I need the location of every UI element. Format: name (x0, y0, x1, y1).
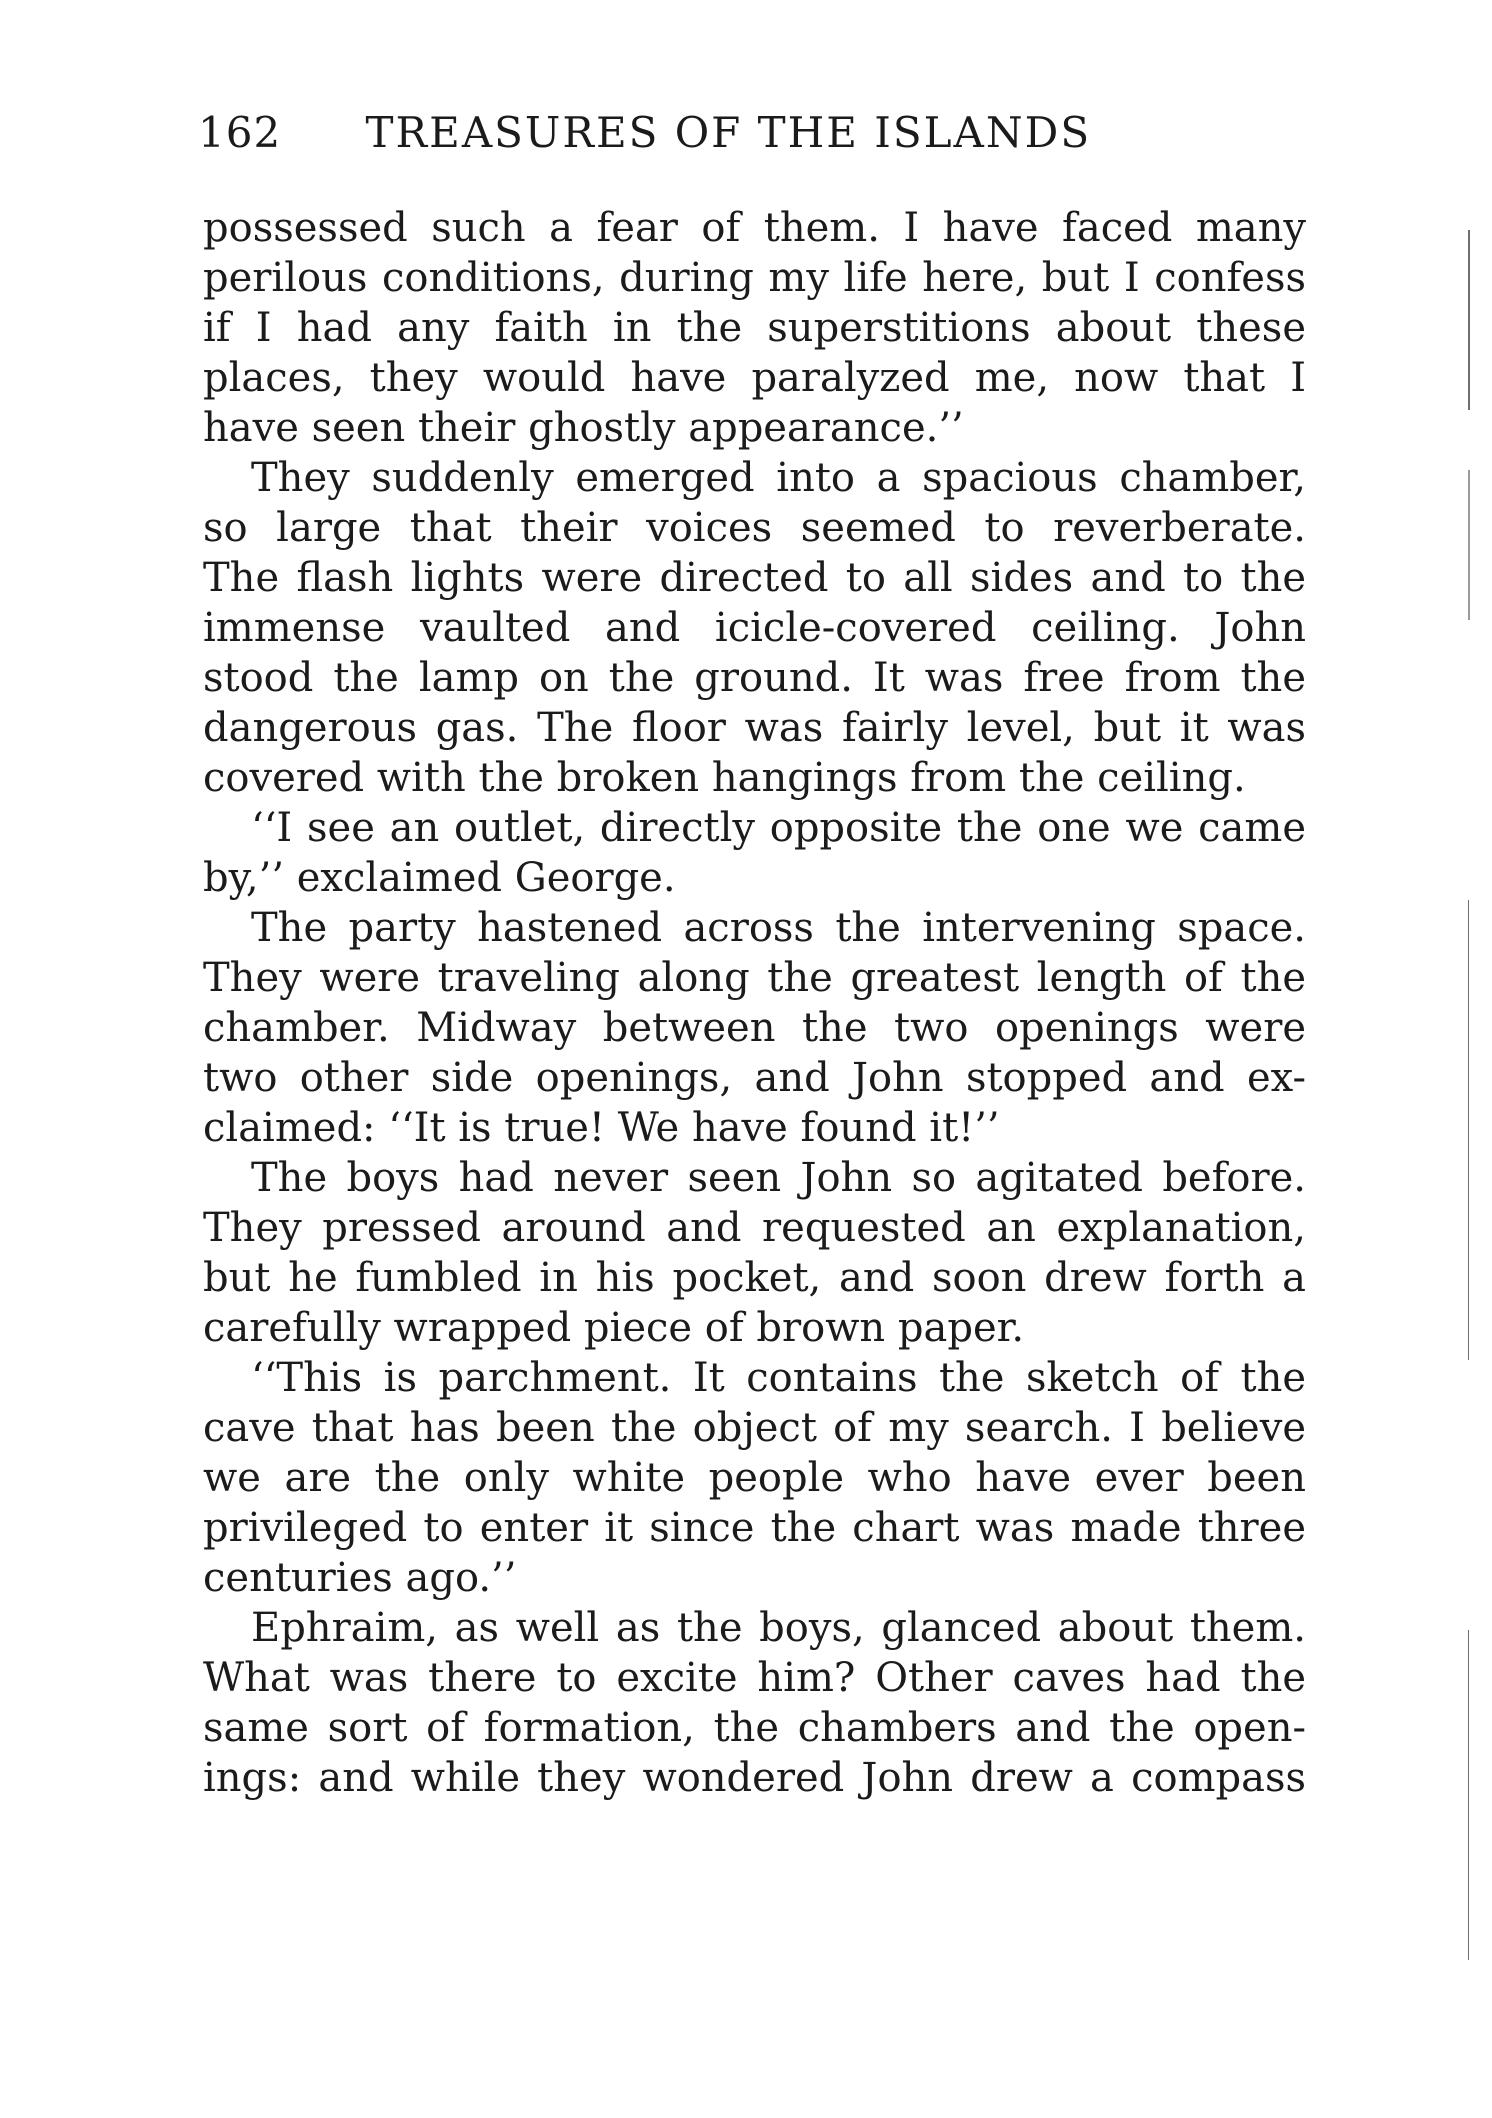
text-line: They were traveling along the greatest length of the (203, 955, 1306, 1001)
text-line: They pressed around and requested an explanation, (203, 1205, 1306, 1251)
text-line: covered with the broken hangings from the ceiling. (203, 755, 1246, 801)
text-line: What was there to excite him? Other caves had the (203, 1655, 1306, 1701)
margin-rule (1468, 230, 1470, 410)
margin-rule (1468, 1630, 1469, 1960)
text-line: so large that their voices seemed to reverberate. (203, 505, 1306, 551)
body-text (203, 203, 1306, 1803)
text-line: but he fumbled in his pocket, and soon drew forth a (203, 1255, 1306, 1301)
text-line: places, they would have paralyzed me, now that I (203, 355, 1306, 401)
text-line: privileged to enter it since the chart was made three (203, 1505, 1306, 1551)
text-line: ings: and while they wondered John drew a compass (203, 1755, 1306, 1801)
text-line: have seen their ghostly appearance.’’ (203, 405, 964, 451)
margin-rule (1468, 470, 1470, 620)
text-line: Ephraim, as well as the boys, glanced about them. (251, 1605, 1306, 1651)
text-line: ‘‘I see an outlet, directly opposite the one we came (251, 805, 1306, 851)
text-line: we are the only white people who have ever been (203, 1455, 1306, 1501)
text-line: carefully wrapped piece of brown paper. (203, 1305, 1025, 1351)
text-line: possessed such a fear of them. I have faced many (203, 205, 1306, 251)
text-line: same sort of formation, the chambers and the open- (203, 1705, 1306, 1751)
text-line: They suddenly emerged into a spacious chamber, (251, 455, 1306, 501)
text-line: The party hastened across the intervening space. (251, 905, 1306, 951)
text-line: claimed: ‘‘It is true! We have found it!’’ (203, 1105, 1000, 1151)
text-line: if I had any faith in the superstitions about these (203, 305, 1306, 351)
text-line: two other side openings, and John stopped and ex- (203, 1055, 1306, 1101)
text-line: dangerous gas. The floor was fairly level, but it was (203, 705, 1306, 751)
running-title: TREASURES OF THE ISLANDS (365, 108, 1092, 157)
text-line: stood the lamp on the ground. It was free from the (203, 655, 1306, 701)
margin-rule (1468, 900, 1469, 1360)
text-line: perilous conditions, during my life here, but I confess (203, 255, 1306, 301)
text-line: The boys had never seen John so agitated before. (251, 1155, 1306, 1201)
text-line: by,’’ exclaimed George. (203, 855, 676, 901)
text-line: immense vaulted and icicle-covered ceiling. John (203, 605, 1306, 651)
text-line: ‘‘This is parchment. It contains the sketch of the (251, 1355, 1306, 1401)
text-line: The flash lights were directed to all sides and to the (203, 555, 1306, 601)
page-header (198, 108, 1318, 178)
text-line: cave that has been the object of my search. I believe (203, 1405, 1306, 1451)
page-number: 162 (198, 108, 282, 157)
text-line: centuries ago.’’ (203, 1555, 517, 1601)
text-line: chamber. Midway between the two openings were (203, 1005, 1306, 1051)
